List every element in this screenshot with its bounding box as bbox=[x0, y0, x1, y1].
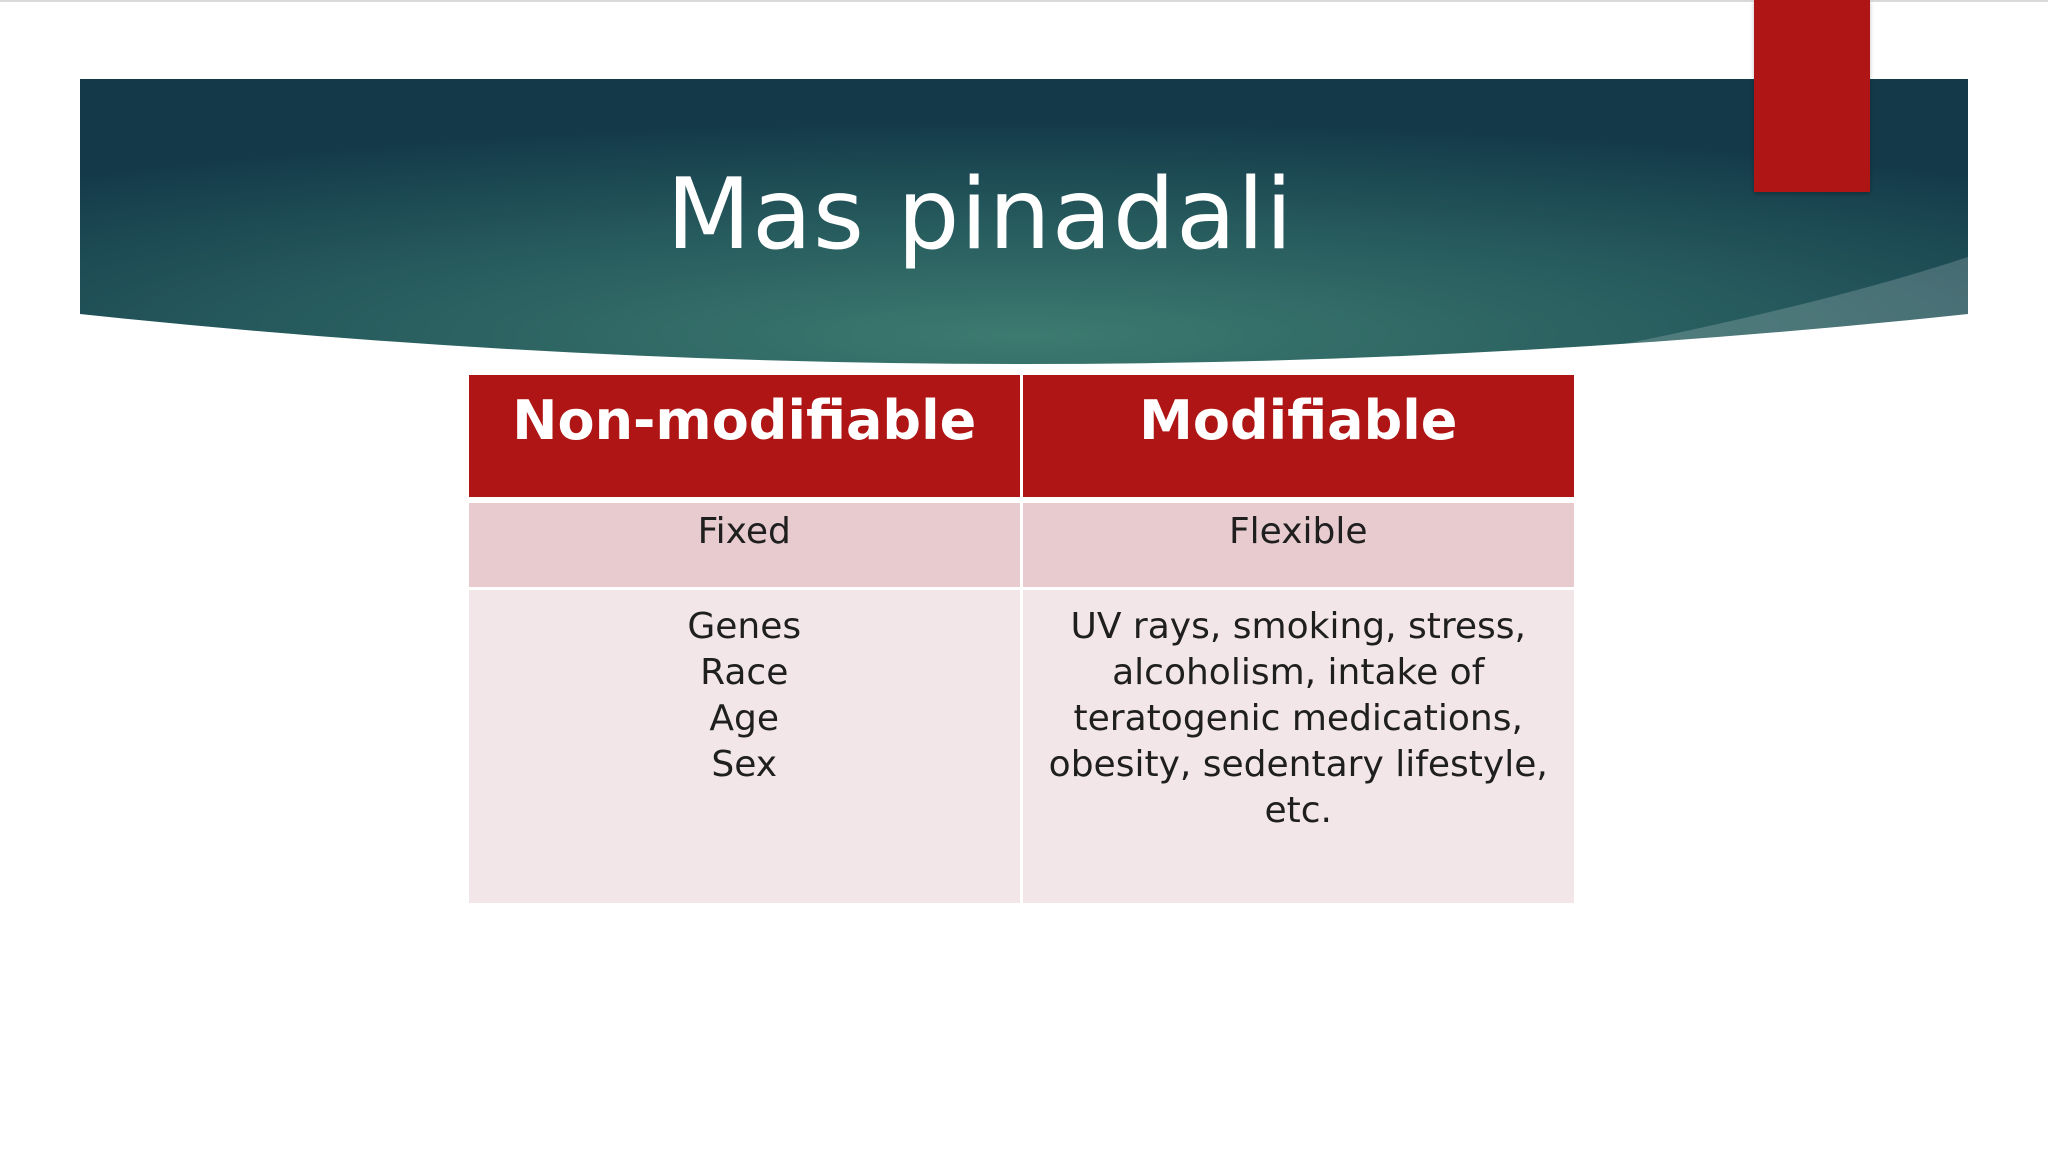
slide-title: Mas pinadali bbox=[666, 158, 1294, 272]
example-line: obesity, sedentary lifestyle, bbox=[1048, 743, 1548, 785]
cell-modifiable-characteristic bbox=[1021, 500, 1574, 588]
example-line: UV rays, smoking, stress, bbox=[1070, 605, 1526, 647]
example-item: Age bbox=[709, 697, 780, 739]
cell-non-modifiable-examples bbox=[469, 588, 1021, 903]
header-non-modifiable: Non-modifiable bbox=[469, 375, 1021, 500]
header-modifiable: Modifiable bbox=[1021, 375, 1574, 500]
risk-factors-table bbox=[469, 375, 1574, 903]
example-item: Genes bbox=[687, 605, 802, 647]
example-line: etc. bbox=[1264, 789, 1332, 831]
top-divider bbox=[0, 0, 2048, 2]
table-header-row bbox=[469, 375, 1574, 500]
example-line: alcoholism, intake of bbox=[1112, 651, 1485, 693]
cell-non-modifiable-characteristic bbox=[469, 500, 1021, 588]
table-row-characteristic bbox=[469, 500, 1574, 588]
cell-modifiable-examples bbox=[1021, 588, 1574, 903]
example-item: Sex bbox=[711, 743, 778, 785]
cell-text: Fixed bbox=[697, 511, 791, 552]
table-row-examples bbox=[469, 588, 1574, 903]
example-line: teratogenic medications, bbox=[1073, 697, 1523, 739]
example-item: Race bbox=[700, 651, 789, 693]
cell-text: Flexible bbox=[1228, 511, 1368, 552]
